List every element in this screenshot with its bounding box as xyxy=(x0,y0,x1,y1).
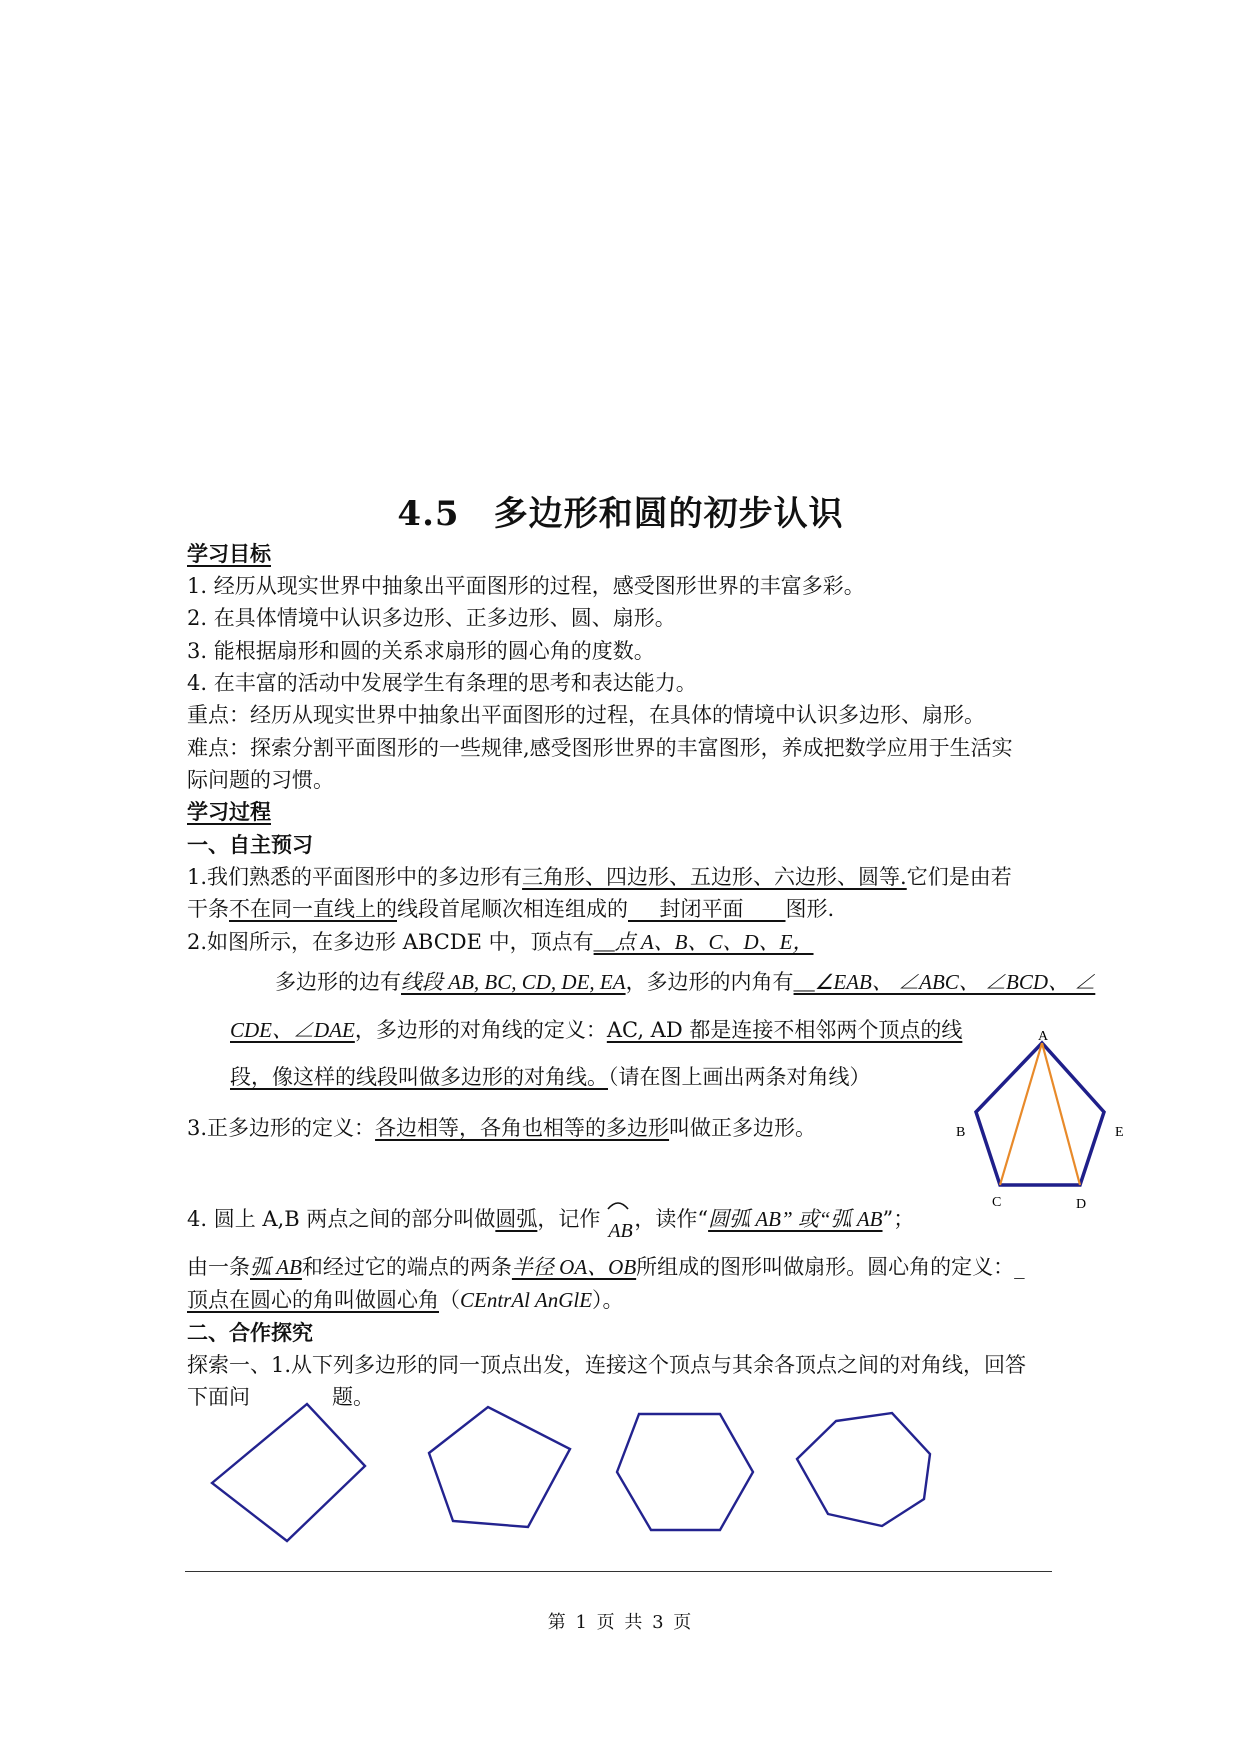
answer-arc: 圆弧 xyxy=(495,1207,538,1231)
answer-angles: __∠EAB、 ∠ABC、 ∠BCD、 ∠ xyxy=(793,970,1096,994)
goals-heading: 学习目标 xyxy=(187,542,271,566)
goal-item-3: 3. 能根据扇形和圆的关系求扇形的圆心角的度数。 xyxy=(187,639,655,663)
vertex-label-e: E xyxy=(1115,1125,1124,1140)
answer-polygons: 三角形、四边形、五边形、六边形、圆等. xyxy=(522,865,907,889)
arc-symbol-icon xyxy=(606,1199,630,1211)
arc-notation: AB xyxy=(600,1205,634,1233)
answer-regular-polygon: 各边相等，各角也相等的多边形 xyxy=(375,1116,670,1140)
explore-line-1: 探索一、1.从下列多边形的同一顶点出发，连接这个顶点与其余各顶点之间的对角线，回答 xyxy=(187,1353,1027,1377)
answer-arc-ab: 弧 AB xyxy=(250,1255,302,1279)
page-footer: 第 1 页 共 3 页 xyxy=(547,1612,694,1633)
question-3: 3.正多边形的定义：各边相等，各角也相等的多边形叫做正多边形。 xyxy=(187,1116,817,1140)
hexagon-shape xyxy=(617,1414,753,1530)
pentagon-shape xyxy=(429,1407,570,1527)
question-2-line-2: 多边形的边有线段 AB, BC, CD, DE, EA，多边形的内角有__∠EAB、 ∠ABC、 ∠BCD、 ∠ xyxy=(275,970,1096,994)
vertex-label-b: B xyxy=(956,1125,966,1140)
difficulty-line-1: 难点：探索分割平面图形的一些规律,感受图形世界的丰富图形，养成把数学应用于生活实 xyxy=(187,736,1013,760)
question-1-line-1: 1.我们熟悉的平面图形中的多边形有三角形、四边形、五边形、六边形、圆等.它们是由若 xyxy=(187,865,1012,889)
page-title xyxy=(0,486,1241,535)
difficulty-line-2: 际问题的习惯。 xyxy=(187,768,334,792)
vertex-label-c: C xyxy=(992,1195,1002,1210)
question-2-line-4: 段，像这样的线段叫做多边形的对角线。（请在图上画出两条对角线） xyxy=(230,1065,871,1089)
explore-line-2: 下面问 题。 xyxy=(187,1385,374,1409)
section-1-heading: 一、自主预习 xyxy=(187,833,313,857)
vertex-label-a: A xyxy=(1038,1030,1049,1044)
pentagon-abcde-figure xyxy=(955,1030,1145,1210)
section-number: 4.5 xyxy=(397,494,460,534)
question-4-line-1: 4. 圆上 A,B 两点之间的部分叫做圆弧，记作 AB ，读作“圆弧 AB” 或“弧 AB”； xyxy=(187,1205,914,1233)
question-2-line-3: CDE、∠DAE，多边形的对角线的定义：AC, AD 都是连接不相邻两个顶点的线 xyxy=(230,1018,963,1042)
vertex-label-d: D xyxy=(1076,1197,1087,1210)
answer-arc-reading: 圆弧 AB” 或“弧 AB xyxy=(708,1207,883,1231)
pentagon-outline xyxy=(976,1043,1104,1185)
question-1-line-2: 干条不在同一直线上的线段首尾顺次相连组成的___封闭平面____图形. xyxy=(187,897,835,921)
key-point: 重点：经历从现实世界中抽象出平面图形的过程，在具体的情境中认识多边形、扇形。 xyxy=(187,703,985,727)
footer-rule xyxy=(185,1571,1052,1572)
answer-angles-cont: CDE、∠DAE xyxy=(230,1018,355,1042)
goal-item-2: 2. 在具体情境中认识多边形、正多边形、圆、扇形。 xyxy=(187,606,676,630)
process-heading: 学习过程 xyxy=(187,800,271,824)
answer-diagonal-def-cont: 段，像这样的线段叫做多边形的对角线。 xyxy=(230,1065,608,1089)
answer-vertices: __点 A、B、C、D、E， xyxy=(593,930,814,954)
question-2-line-1: 2.如图所示，在多边形 ABCDE 中，顶点有__点 A、B、C、D、E， xyxy=(187,930,814,954)
answer-sides: 线段 AB, BC, CD, DE, EA xyxy=(401,970,626,994)
english-term: CEntrAl AnGlE xyxy=(460,1288,593,1312)
question-4-line-2: 由一条弧 AB和经过它的端点的两条半径 OA、OB所组成的图形叫做扇形。圆心角的定义：_ xyxy=(187,1255,1025,1279)
answer-closed-plane: ___封闭平面____ xyxy=(628,897,786,921)
quadrilateral-shape xyxy=(212,1404,365,1541)
heptagon-shape xyxy=(797,1413,930,1526)
goal-item-4: 4. 在丰富的活动中发展学生有条理的思考和表达能力。 xyxy=(187,671,697,695)
answer-central-angle: 顶点在圆心的角叫做圆心角 xyxy=(187,1288,439,1312)
exploration-polygons xyxy=(200,1395,1000,1565)
answer-not-collinear: 不在同一直线上的 xyxy=(229,897,397,921)
answer-diagonal-def: AC, AD 都是连接不相邻两个顶点的线 xyxy=(606,1018,963,1042)
section-2-heading: 二、合作探究 xyxy=(187,1321,313,1345)
goal-item-1: 1. 经历从现实世界中抽象出平面图形的过程，感受图形世界的丰富多彩。 xyxy=(187,574,865,598)
question-4-line-3: 顶点在圆心的角叫做圆心角（CEntrAl AnGlE）。 xyxy=(187,1288,624,1312)
title-text: 多边形和圆的初步认识 xyxy=(493,494,844,534)
answer-radii: 半径 OA、OB xyxy=(511,1255,637,1279)
